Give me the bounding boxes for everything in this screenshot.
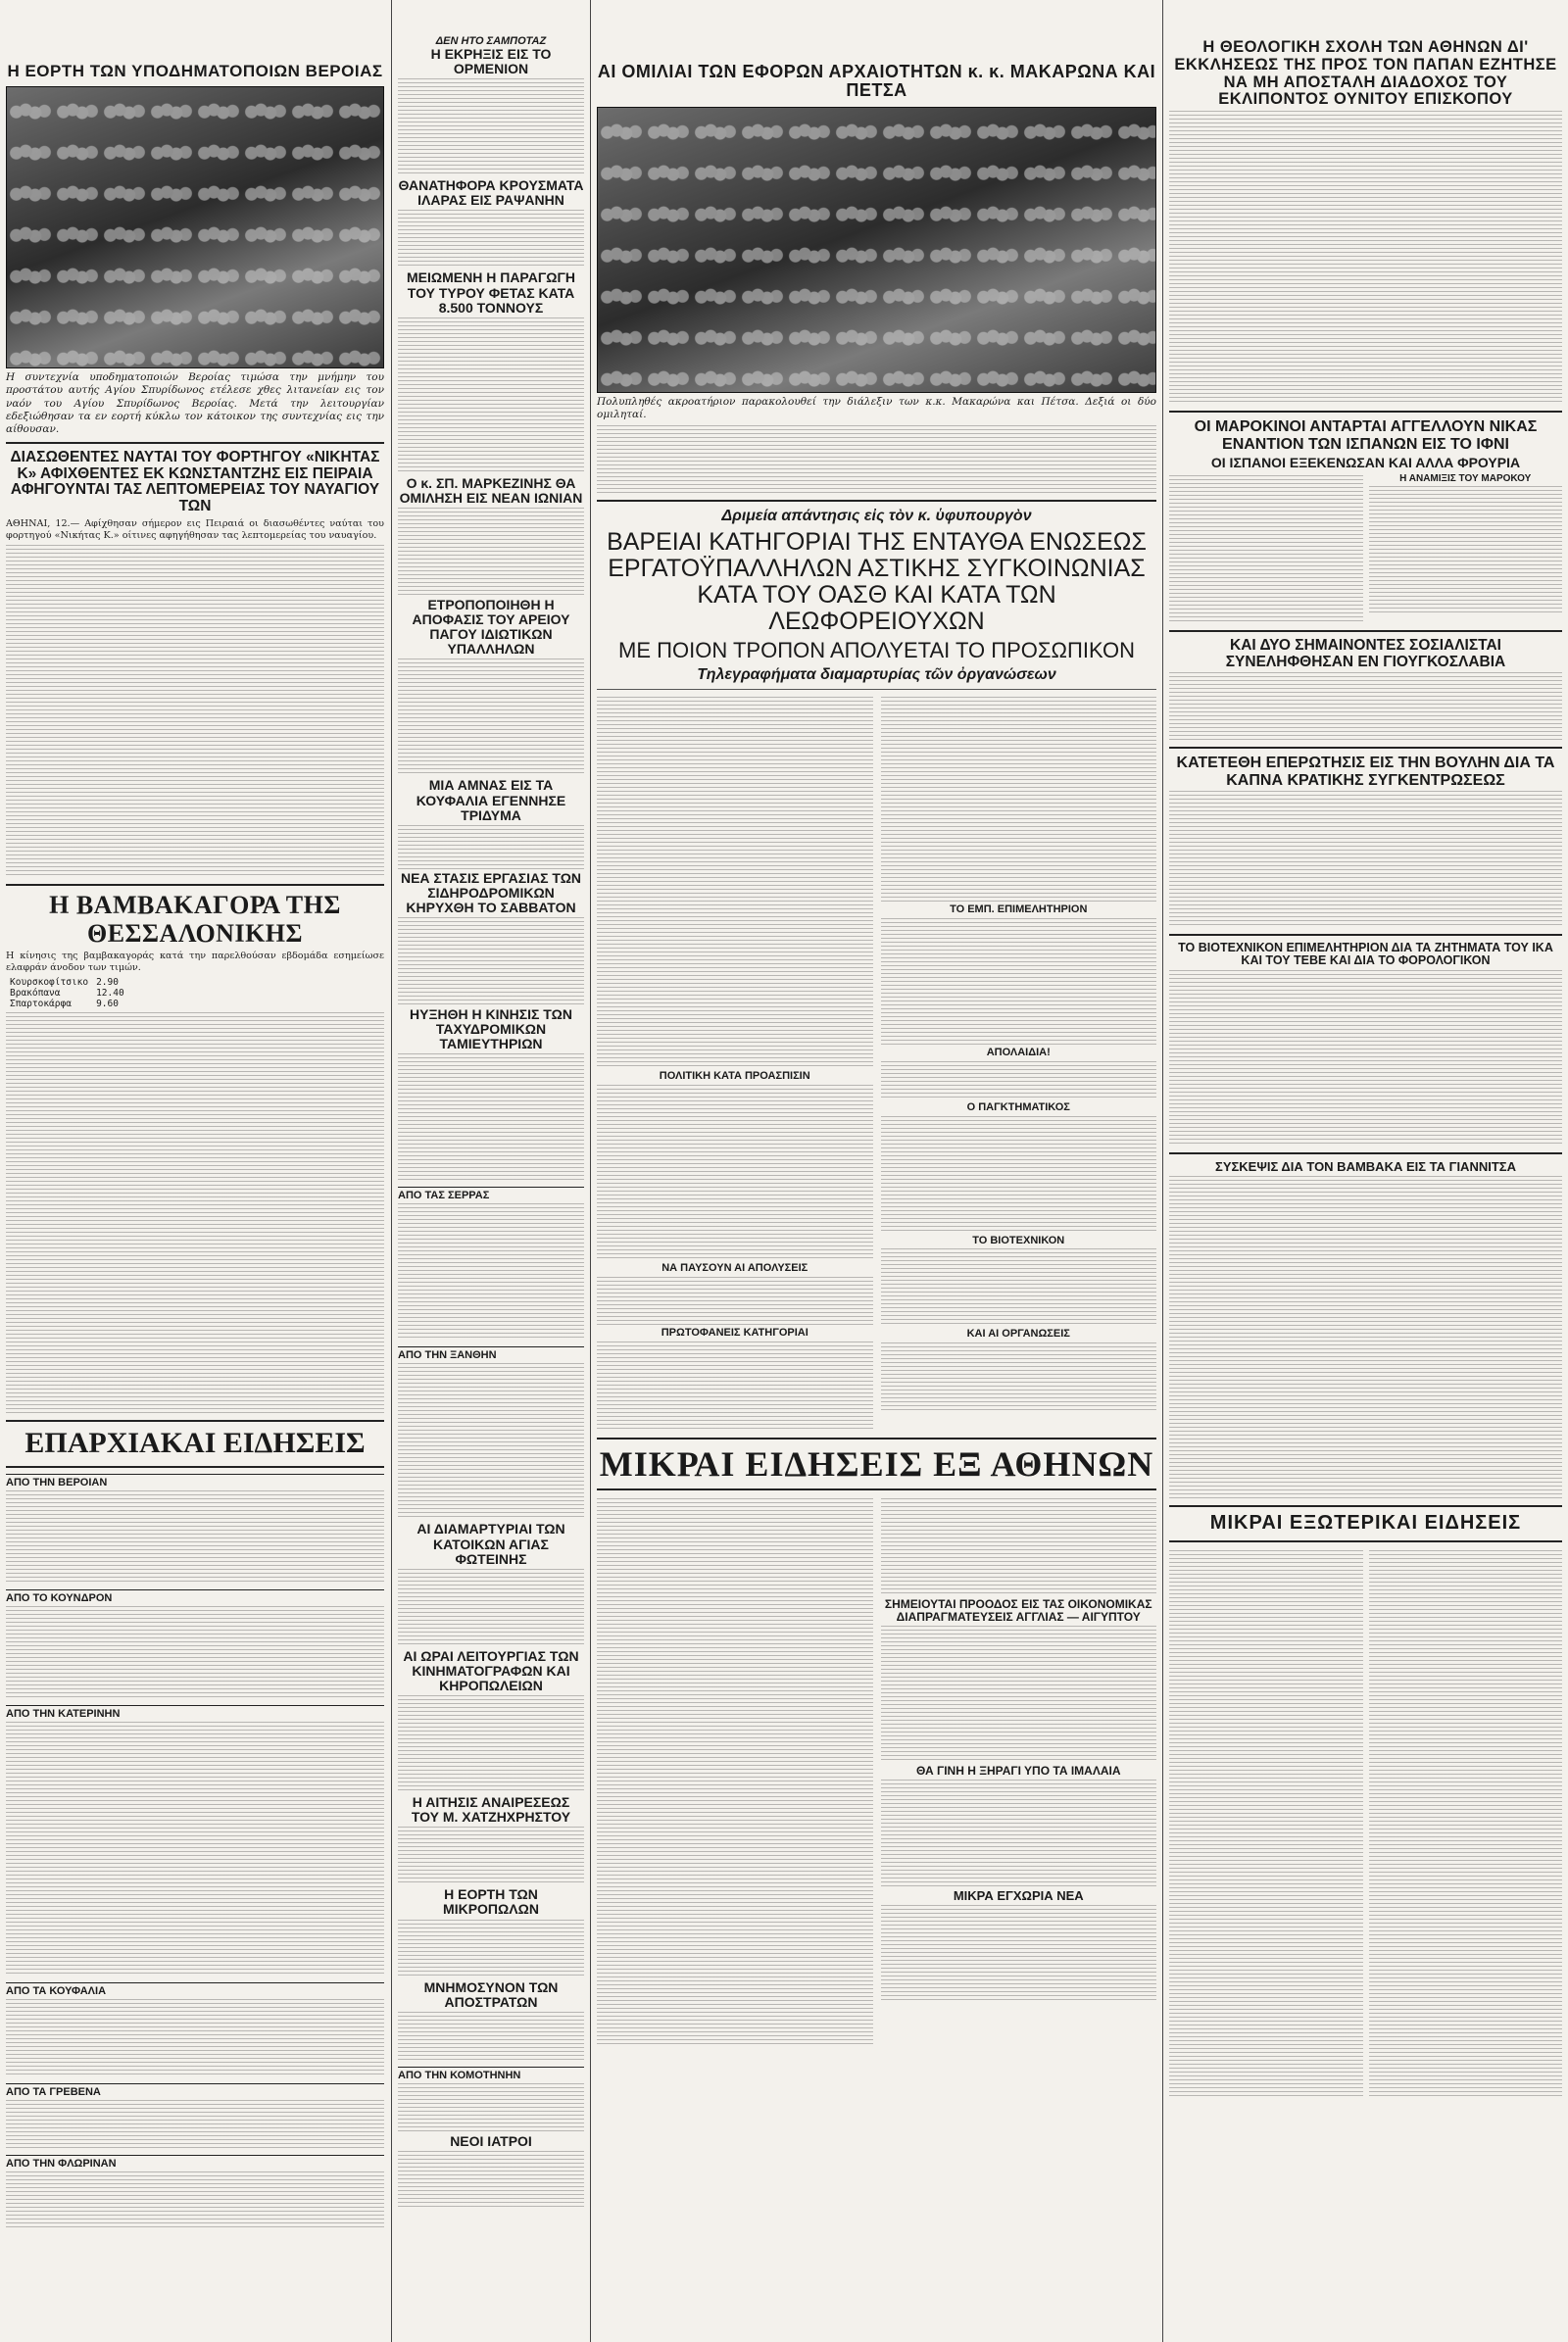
column-right [1163,0,1568,2101]
headline-triplets: ΜΙΑ ΑΜΝΑΣ ΕΙΣ ΤΑ ΚΟΥΦΑΛΙΑ ΕΓΕΝΝΗΣΕ ΤΡΙΔΥΜΑ [416,777,566,823]
headline-cotton-exchange: Η ΒΑΜΒΑΚΑΓΟΡΑ ΤΗΣ ΘΕΣΣΑΛΟΝΙΚΗΣ [49,891,341,948]
kicker-telegrams: Τηλεγραφήματα διαμαρτυρίας τῶν ὀργανώσεων [697,665,1056,683]
headline-dismissals: ΜΕ ΠΟΙΟΝ ΤΡΟΠΟΝ ΑΠΟΛΥΕΤΑΙ ΤΟ ΠΡΟΣΩΠΙΚΟΝ [618,638,1135,663]
photo-shoemakers [6,86,384,368]
body-sailors: ΑΘΗΝΑΙ, 12.— Αφίχθησαν σήμερον εις Πειραιά οι διασωθέντες ναύται του φορτηγού «Νικήτας Κ.» οίτινες αφηγήθησαν τας λεπτομερείας του ναυαγίου. [6,517,384,542]
headline-vendors-feast: Η ΕΟΡΤΗ ΤΩΝ ΜΙΚΡΟΠΩΛΩΝ [443,1886,539,1918]
headline-new-doctors: ΝΕΟΙ ΙΑΤΡΟΙ [450,2132,532,2149]
headline-markezinis: Ο κ. ΣΠ. ΜΑΡΚΕΖΙΝΗΣ ΘΑ ΟΜΙΛΗΣΗ ΕΙΣ ΝΕΑΝ ΙΩΝΙΑΝ [399,474,583,506]
headline-stop-dismissals: ΝΑ ΠΑΥΣΟΥΝ ΑΙ ΑΠΟΛΥΣΕΙΣ [662,1261,808,1274]
headline-apodidia: ΑΠΟΛΑΙΔΙΑ! [986,1046,1051,1058]
sub-florina: ΑΠΟ ΤΗΝ ΦΛΩΡΙΝΑΝ [6,2155,384,2170]
cotton-price-table [6,977,128,1009]
headline-accusations: ΠΡΩΤΟΦΑΝΕΙΣ ΚΑΤΗΓΟΡΙΑΙ [661,1326,808,1339]
headline-agia-foteini: ΑΙ ΔΙΑΜΑΡΤΥΡΙΑΙ ΤΩΝ ΚΑΤΟΙΚΩΝ ΑΓΙΑΣ ΦΩΤΕΙΝΗΣ [416,1521,565,1567]
headline-shoemakers-feast: Η ΕΟΡΤΗ ΤΩΝ ΥΠΟΔΗΜΑΤΟΠΟΙΩΝ ΒΕΡΟΙΑΣ [7,62,383,80]
headline-memorial: ΜΝΗΜΟΣΥΝΟΝ ΤΩΝ ΑΠΟΣΤΡΑΤΩΝ [423,1978,559,2010]
sub-xanthi: ΑΠΟ ΤΗΝ ΞΑΝΘΗΝ [398,1346,584,1361]
headline-feta: ΜΕΙΩΜΕΝΗ Η ΠΑΡΑΓΩΓΗ ΤΟΥ ΤΥΡΟΥ ΦΕΤΑΣ ΚΑΤΑ 8.500 ΤΟΝΝΟΥΣ [406,269,576,316]
headline-athens-news: ΜΙΚΡΑΙ ΕΙΔΗΣΕΙΣ ΕΞ ΑΘΗΝΩΝ [599,1443,1154,1484]
table-row: Κουρσκοφίτσικο 2.90 [10,977,119,989]
sub-veroia: ΑΠΟ ΤΗΝ ΒΕΡΟΙΑΝ [6,1474,384,1488]
headline-explosion: Η ΕΚΡΗΞΙΣ ΕΙΣ ΤΟ ΟΡΜΕΝΙΟΝ [430,46,552,77]
headline-egypt-talks: ΣΗΜΕΙΟΥΤΑΙ ΠΡΟΟΔΟΣ ΕΙΣ ΤΑΣ ΟΙΚΟΝΟΜΙΚΑΣ ΔΙΑΠΡΑΓΜΑΤΕΥΣΕΙΣ ΑΓΓΛΙΑΣ — ΑΙΓΥΠΤΟΥ [884,1597,1152,1625]
headline-himalaya: ΘΑ ΓΙΝΗ Η ΞΗΡΑΓΙ ΥΠΟ ΤΑ ΙΜΑΛΑΙΑ [916,1764,1121,1779]
headline-chamber: ΤΟ ΕΜΠ. ΕΠΙΜΕΛΗΤΗΡΙΟΝ [950,903,1088,915]
headline-craft: ΤΟ ΒΙΟΤΕΧΝΙΚΟΝ [972,1234,1065,1246]
headline-giannitsa-cotton: ΣΥΣΚΕΨΙΣ ΔΙΑ ΤΟΝ ΒΑΜΒΑΚΑ ΕΙΣ ΤΑ ΓΙΑΝΝΙΤΣΑ [1215,1158,1516,1174]
headline-crafts-chamber-ika: ΤΟ ΒΙΟΤΕΧΝΙΚΟΝ ΕΠΙΜΕΛΗΤΗΡΙΟΝ ΔΙΑ ΤΑ ΖΗΤΗΜΑΤΑ ΤΟΥ ΙΚΑ ΚΑΙ ΤΟΥ ΤΕΒΕ ΚΑΙ ΔΙΑ ΤΟ ΦΟΡΟΛΟΓΙΚΟΝ [1178,940,1553,968]
headline-postal-savings: ΗΥΞΗΘΗ Η ΚΙΝΗΣΙΣ ΤΩΝ ΤΑΧΥΔΡΟΜΙΚΩΝ ΤΑΜΙΕΥΤΗΡΙΩΝ [410,1006,572,1052]
headline-archaeology-lecture: ΑΙ ΟΜΙΛΙΑΙ ΤΩΝ ΕΦΟΡΩΝ ΑΡΧΑΙΟΤΗΤΩΝ κ. κ. ΜΑΚΑΡΩΝΑ ΚΑΙ ΠΕΤΣΑ [597,62,1156,101]
headline-yugoslavia: ΚΑΙ ΔΥΟ ΣΗΜΑΙΝΟΝΤΕΣ ΣΟΣΙΑΛΙΣΤΑΙ ΣΥΝΕΛΗΦΘΗΣΑΝ ΕΝ ΓΙΟΥΓΚΟΣΛΑΒΙΑ [1225,636,1506,670]
caption-lecture: Πολυπληθές ακροατήριον παρακολουθεί την διάλεξιν των κ.κ. Μακαρώνα και Πέτσα. Δεξιά οι δύο ομιληταί. [597,395,1156,420]
kicker-no-sabotage: ΔΕΝ ΗΤΟ ΣΑΜΠΟΤΑΖ [435,35,547,47]
kicker-sharp-reply: Δριμεία απάντησις εἰς τὸν κ. ὑφυπουργὸν [721,508,1032,525]
column-left [0,0,390,2232]
headline-reversal: Η ΑΙΤΗΣΙΣ ΑΝΑΙΡΕΣΕΩΣ ΤΟΥ Μ. ΧΑΤΖΗΧΡΗΣΤΟΥ [411,1794,571,1826]
headline-local-news: ΜΙΚΡΑ ΕΓΧΩΡΙΑ ΝΕΑ [953,1888,1084,1904]
kicker-morocco: Η ΑΝΑΜΙΞΙΣ ΤΟΥ ΜΑΡΟΚΟΥ [1399,472,1532,484]
sub-grevena: ΑΠΟ ΤΑ ΓΡΕΒΕΝΑ [6,2083,384,2098]
table-row: Βρακόπανα 12.40 [10,988,124,1000]
headline-transit-union: ΒΑΡΕΙΑΙ ΚΑΤΗΓΟΡΙΑΙ ΤΗΣ ΕΝΤΑΥΘΑ ΕΝΩΣΕΩΣ ΕΡΓΑΤΟΫΠΑΛΛΗΛΩΝ ΑΣΤΙΚΗΣ ΣΥΓΚΟΙΝΩΝΙΑΣ ΚΑΤΑ ΤΟΥ ΟΑΣΘ ΚΑΙ ΚΑΤΑ ΤΩΝ ΛΕΩΦΟΡΕΙΟΥΧΩΝ [607,528,1147,636]
column-second [392,0,590,2212]
sub-koundron: ΑΠΟ ΤΟ ΚΟΥΝΔΡΟΝ [6,1589,384,1604]
headline-political: ΠΟΛΙΤΙΚΗ ΚΑΤΑ ΠΡΟΑΣΠΙΣΙΝ [659,1069,810,1082]
headline-foreign-news: ΜΙΚΡΑΙ ΕΞΩΤΕΡΙΚΑΙ ΕΙΔΗΣΕΙΣ [1209,1511,1522,1534]
headline-sailors: ΔΙΑΣΩΘΕΝΤΕΣ ΝΑΥΤΑΙ ΤΟΥ ΦΟΡΤΗΓΟΥ «ΝΙΚΗΤΑΣ Κ» ΑΦΙΧΘΕΝΤΕΣ ΕΚ ΚΩΝΣΤΑΝΤΖΗΣ ΕΙΣ ΠΕΙΡΑΙΑ ΑΦΗΓΟΥΝΤΑΙ ΤΑΣ ΛΕΠΤΟΜΕΡΕΙΑΣ ΤΟΥ ΝΑΥΑΓΙΟΥ ΤΩΝ [10,448,380,515]
headline-areios-pagos: ΕΤΡΟΠΟΠΟΙΗΘΗ Η ΑΠΟΦΑΣΙΣ ΤΟΥ ΑΡΕΙΟΥ ΠΑΓΟΥ ΙΔΙΩΤΙΚΩΝ ΥΠΑΛΛΗΛΩΝ [412,596,570,658]
headline-spanish-forts: ΟΙ ΙΣΠΑΝΟΙ ΕΞΕΚΕΝΩΣΑΝ ΚΑΙ ΑΛΛΑ ΦΡΟΥΡΙΑ [1210,454,1521,470]
headline-cinema-hours: ΑΙ ΩΡΑΙ ΛΕΙΤΟΥΡΓΙΑΣ ΤΩΝ ΚΙΝΗΜΑΤΟΓΡΑΦΩΝ ΚΑΙ ΚΗΡΟΠΩΛΕΙΩΝ [403,1647,579,1693]
column-center [591,0,1162,2049]
headline-measles: ΘΑΝΑΤΗΦΟΡΑ ΚΡΟΥΣΜΑΤΑ ΙΛΑΡΑΣ ΕΙΣ ΡΑΨΑΝΗΝ [398,177,584,209]
headline-organizations: ΚΑΙ ΑΙ ΟΡΓΑΝΩΣΕΙΣ [966,1328,1070,1341]
headline-theology-school: Η ΘΕΟΛΟΓΙΚΗ ΣΧΟΛΗ ΤΩΝ ΑΘΗΝΩΝ ΔΙ' ΕΚΚΛΗΣΕΩΣ ΤΗΣ ΠΡΟΣ ΤΟΝ ΠΑΠΑΝ ΕΖΗΤΗΣΕ ΝΑ ΜΗ ΑΠΟΣΤΑΛΗ ΔΙΑΔΟΧΟΣ ΤΟΥ ΕΚΛΙΠΟΝΤΟΣ ΟΥΝΙΤΟΥ ΕΠΙΣΚΟΠΟΥ [1174,38,1557,109]
caption-shoemakers: Η συντεχνία υποδηματοποιών Βεροίας τιμώσα την μνήμην του προστάτου αυτής Αγίου Σπυρίδωνος ετέλεσε χθες λιτανείαν εις τον ναόν του Αγίου Σπυρίδωνος Βεροίας. Μετά την λειτουργίαν εδεξιώθησαν τα εν εορτή κύκλω τον κάτοικον της συντεχνίας εις την αίθουσαν. [6,371,384,435]
sub-katerini: ΑΠΟ ΤΗΝ ΚΑΤΕΡΙΝΗΝ [6,1705,384,1720]
sub-koufalia: ΑΠΟ ΤΑ ΚΟΥΦΑΛΙΑ [6,1982,384,1997]
sub-komotini: ΑΠΟ ΤΗΝ ΚΟΜΟΤΗΝΗΝ [398,2067,584,2081]
headline-tobacco-question: ΚΑΤΕΤΕΘΗ ΕΠΕΡΩΤΗΣΙΣ ΕΙΣ ΤΗΝ ΒΟΥΛΗΝ ΔΙΑ ΤΑ ΚΑΠΝΑ ΚΡΑΤΙΚΗΣ ΣΥΓΚΕΝΤΡΩΣΕΩΣ [1176,755,1555,789]
table-row: Σπαρτοκάρφα 9.60 [10,999,119,1010]
photo-lecture [597,107,1156,393]
body-cotton: Η κίνησις της βαμβακαγοράς κατά την παρελθούσαν εβδομάδα εσημείωσε ελαφράν άνοδον των τιμών. [6,950,384,973]
headline-panhellenic: Ο ΠΑΓΚΤΗΜΑΤΙΚΟΣ [966,1100,1070,1113]
headline-rail-strike: ΝΕΑ ΣΤΑΣΙΣ ΕΡΓΑΣΙΑΣ ΤΩΝ ΣΙΔΗΡΟΔΡΟΜΙΚΩΝ ΚΗΡΥΧΘΗ ΤΟ ΣΑΒΒΑΤΟΝ [400,869,582,915]
headline-morocco-rebels: ΟΙ ΜΑΡΟΚΙΝΟΙ ΑΝΤΑΡΤΑΙ ΑΓΓΕΛΛΟΥΝ ΝΙΚΑΣ ΕΝΑΝΤΙΟΝ ΤΩΝ ΙΣΠΑΝΩΝ ΕΙΣ ΤΟ ΙΦΝΙ [1194,418,1538,453]
headline-provincial-news: ΕΠΑΡΧΙΑΚΑΙ ΕΙΔΗΣΕΙΣ [24,1427,366,1460]
sub-serres: ΑΠΟ ΤΑΣ ΣΕΡΡΑΣ [398,1187,584,1201]
